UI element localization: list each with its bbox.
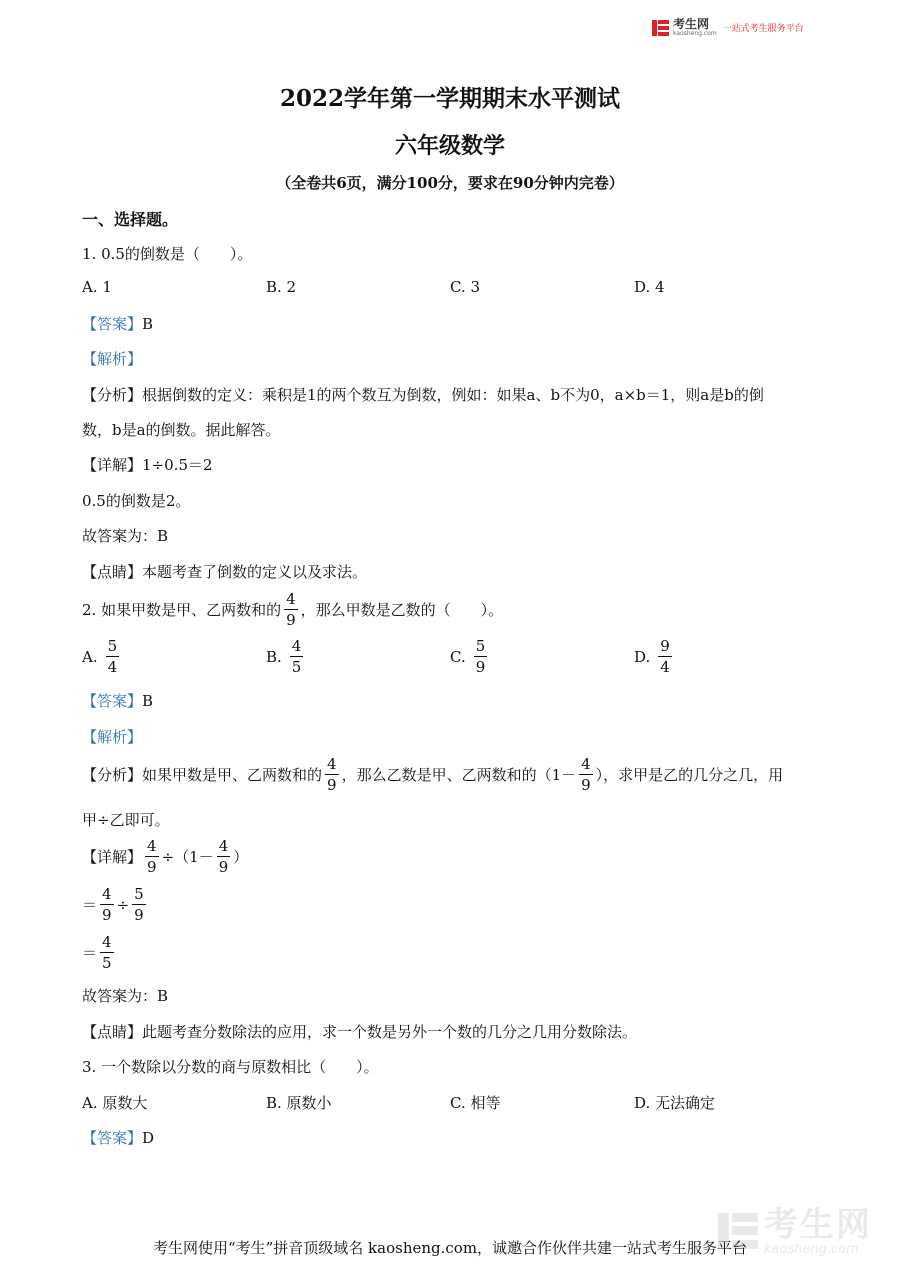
q1-answer-value: B — [142, 315, 154, 333]
q1-fenxi-text-1: 根据倒数的定义：乘积是1的两个数互为倒数，例如：如果a、b不为0，a×b＝1，则a是b的倒 — [142, 386, 764, 404]
option-fraction — [106, 636, 120, 677]
fraction-denominator: 4 — [660, 658, 670, 676]
q1-fenxi-text-2: 数，b是a的倒数。据此解答。 — [82, 421, 281, 439]
header-logo — [652, 18, 804, 37]
option-letter: A. — [82, 647, 98, 666]
fraction-numerator: 4 — [102, 933, 112, 951]
fraction-numerator: 4 — [218, 837, 229, 855]
fraction-denominator: 9 — [218, 858, 229, 876]
fraction-denominator: 9 — [327, 776, 337, 794]
fraction-denominator: 5 — [291, 658, 302, 676]
fraction-numerator: 4 — [147, 837, 157, 855]
q2-option-c — [450, 636, 490, 677]
fenxi-label: 【分析】 — [82, 766, 143, 784]
q2-fenxi-text-c: ），求甲是乙的几分之几，用 — [595, 766, 784, 784]
q2-detail-step1 — [82, 836, 248, 877]
q3-option-d: D. 无法确定 — [634, 1094, 716, 1112]
option-letter: D. — [634, 647, 651, 666]
q2-step2-fraction-1 — [100, 884, 114, 925]
fraction-denominator: 5 — [102, 954, 112, 972]
exam-note: （全卷共6页，满分100分，要求在90分钟内完卷） — [276, 174, 624, 192]
fraction-denominator: 9 — [581, 776, 591, 794]
header-slogan: 一站式考生服务平台 — [722, 24, 804, 34]
q1-dianjing — [82, 561, 367, 582]
q3-option-a: A. 原数大 — [82, 1094, 148, 1112]
q2-fenxi-fraction — [325, 754, 339, 795]
fraction-numerator: 4 — [102, 885, 112, 903]
q1-analysis-label: 【解析】 — [82, 350, 143, 368]
q1-option-a: A. 1 — [82, 278, 112, 296]
q2-option-b — [266, 636, 306, 677]
q3-stem: 3. 一个数除以分数的商与原数相比（ ）。 — [82, 1058, 379, 1076]
q2-answer — [82, 690, 153, 711]
q1-detail — [82, 454, 213, 475]
q1-conclusion: 故答案为：B — [82, 527, 169, 545]
q2-fenxi-text-b: ，那么乙数是甲、乙两数和的（1－ — [341, 766, 577, 784]
q2-dianjing — [82, 1021, 637, 1042]
answer-label: 【答案】 — [82, 1129, 143, 1147]
q1-option-b: B. 2 — [266, 278, 297, 296]
fraction-denominator: 9 — [286, 611, 296, 629]
q2-dianjing-text: 此题考查分数除法的应用，求一个数是另外一个数的几分之几用分数除法。 — [142, 1023, 638, 1041]
fraction-denominator: 9 — [147, 858, 157, 876]
dianjing-label: 【点睛】 — [82, 1023, 143, 1041]
logo-domain: kaosheng.com — [673, 30, 717, 37]
fraction-denominator: 9 — [475, 658, 486, 676]
q1-dianjing-text: 本题考查了倒数的定义以及求法。 — [142, 563, 368, 581]
q3-answer-value: D — [142, 1129, 155, 1147]
xiangjie-label: 【详解】 — [82, 848, 143, 866]
q3-answer — [82, 1127, 154, 1148]
q2-fenxi-text-a: 如果甲数是甲、乙两数和的 — [142, 766, 323, 784]
equals-sign: ＝ — [82, 896, 98, 914]
q2-detail-mid: ÷（1－ — [161, 848, 214, 866]
q2-stem — [82, 589, 503, 630]
exam-title: 2022学年第一学期期末水平测试 — [279, 85, 620, 112]
q2-step2-fraction-2 — [132, 884, 146, 925]
fraction-numerator: 4 — [581, 755, 591, 773]
q2-option-d — [634, 636, 675, 677]
dianjing-label: 【点睛】 — [82, 563, 143, 581]
q1-stem: 1. 0.5的倒数是（ ）。 — [82, 245, 253, 263]
watermark-name: 考生网 — [764, 1205, 872, 1245]
q2-stem-start: 2. 如果甲数是甲、乙两数和的 — [82, 601, 282, 619]
fraction-denominator: 9 — [102, 906, 112, 924]
q2-step3-fraction — [100, 932, 114, 973]
q3-option-b: B. 原数小 — [266, 1094, 332, 1112]
fraction-numerator: 9 — [660, 637, 670, 655]
q1-reciprocal-line: 0.5的倒数是2。 — [82, 492, 191, 510]
q1-answer — [82, 313, 153, 334]
kaosheng-logo-icon — [652, 19, 670, 37]
q2-option-a — [82, 636, 122, 677]
fraction-numerator: 4 — [286, 590, 296, 608]
q2-fenxi-fraction-2 — [579, 754, 593, 795]
q1-fenxi — [82, 384, 764, 405]
xiangjie-label: 【详解】 — [82, 456, 143, 474]
watermark-domain: kaosheng.com — [764, 1242, 859, 1257]
q3-option-c: C. 相等 — [450, 1094, 501, 1112]
section-heading: 一、选择题。 — [82, 210, 179, 229]
q2-detail-step2 — [82, 884, 149, 925]
option-letter: B. — [266, 647, 282, 666]
q1-option-c: C. 3 — [450, 278, 481, 296]
q2-detail-fraction-2 — [217, 836, 231, 877]
fraction-numerator: 5 — [134, 885, 144, 903]
q1-option-d: D. 4 — [634, 278, 665, 296]
option-letter: C. — [450, 647, 466, 666]
q2-analysis-label: 【解析】 — [82, 728, 143, 746]
fraction-numerator: 5 — [107, 637, 118, 655]
fraction-numerator: 4 — [291, 637, 302, 655]
q2-fenxi — [82, 754, 783, 795]
option-fraction — [290, 636, 304, 677]
q2-fenxi-text-2: 甲÷乙即可。 — [82, 811, 170, 829]
footer-text: 考生网使用“考生”拼音顶级域名 kaosheng.com，诚邀合作伙伴共建一站式考生服务平台 — [152, 1239, 748, 1257]
fraction-numerator: 5 — [475, 637, 486, 655]
q2-conclusion: 故答案为：B — [82, 987, 169, 1005]
q2-detail-end: ） — [233, 848, 249, 866]
fraction-denominator: 9 — [134, 906, 144, 924]
q2-detail-step3 — [82, 932, 117, 973]
fraction-numerator: 4 — [327, 755, 337, 773]
option-fraction — [658, 636, 672, 677]
fenxi-label: 【分析】 — [82, 386, 143, 404]
q1-detail-text: 1÷0.5＝2 — [142, 456, 213, 474]
q2-stem-end: ，那么甲数是乙数的（ ）。 — [300, 601, 504, 619]
answer-label: 【答案】 — [82, 315, 143, 333]
answer-label: 【答案】 — [82, 692, 143, 710]
fraction-denominator: 4 — [107, 658, 118, 676]
exam-subject: 六年级数学 — [394, 133, 505, 159]
q2-answer-value: B — [142, 692, 154, 710]
option-fraction — [474, 636, 488, 677]
q2-stem-fraction — [284, 589, 298, 630]
divide-sign: ÷ — [116, 895, 130, 914]
q2-detail-fraction-1 — [145, 836, 159, 877]
equals-sign: ＝ — [82, 944, 98, 962]
logo-name: 考生网 — [673, 17, 710, 31]
